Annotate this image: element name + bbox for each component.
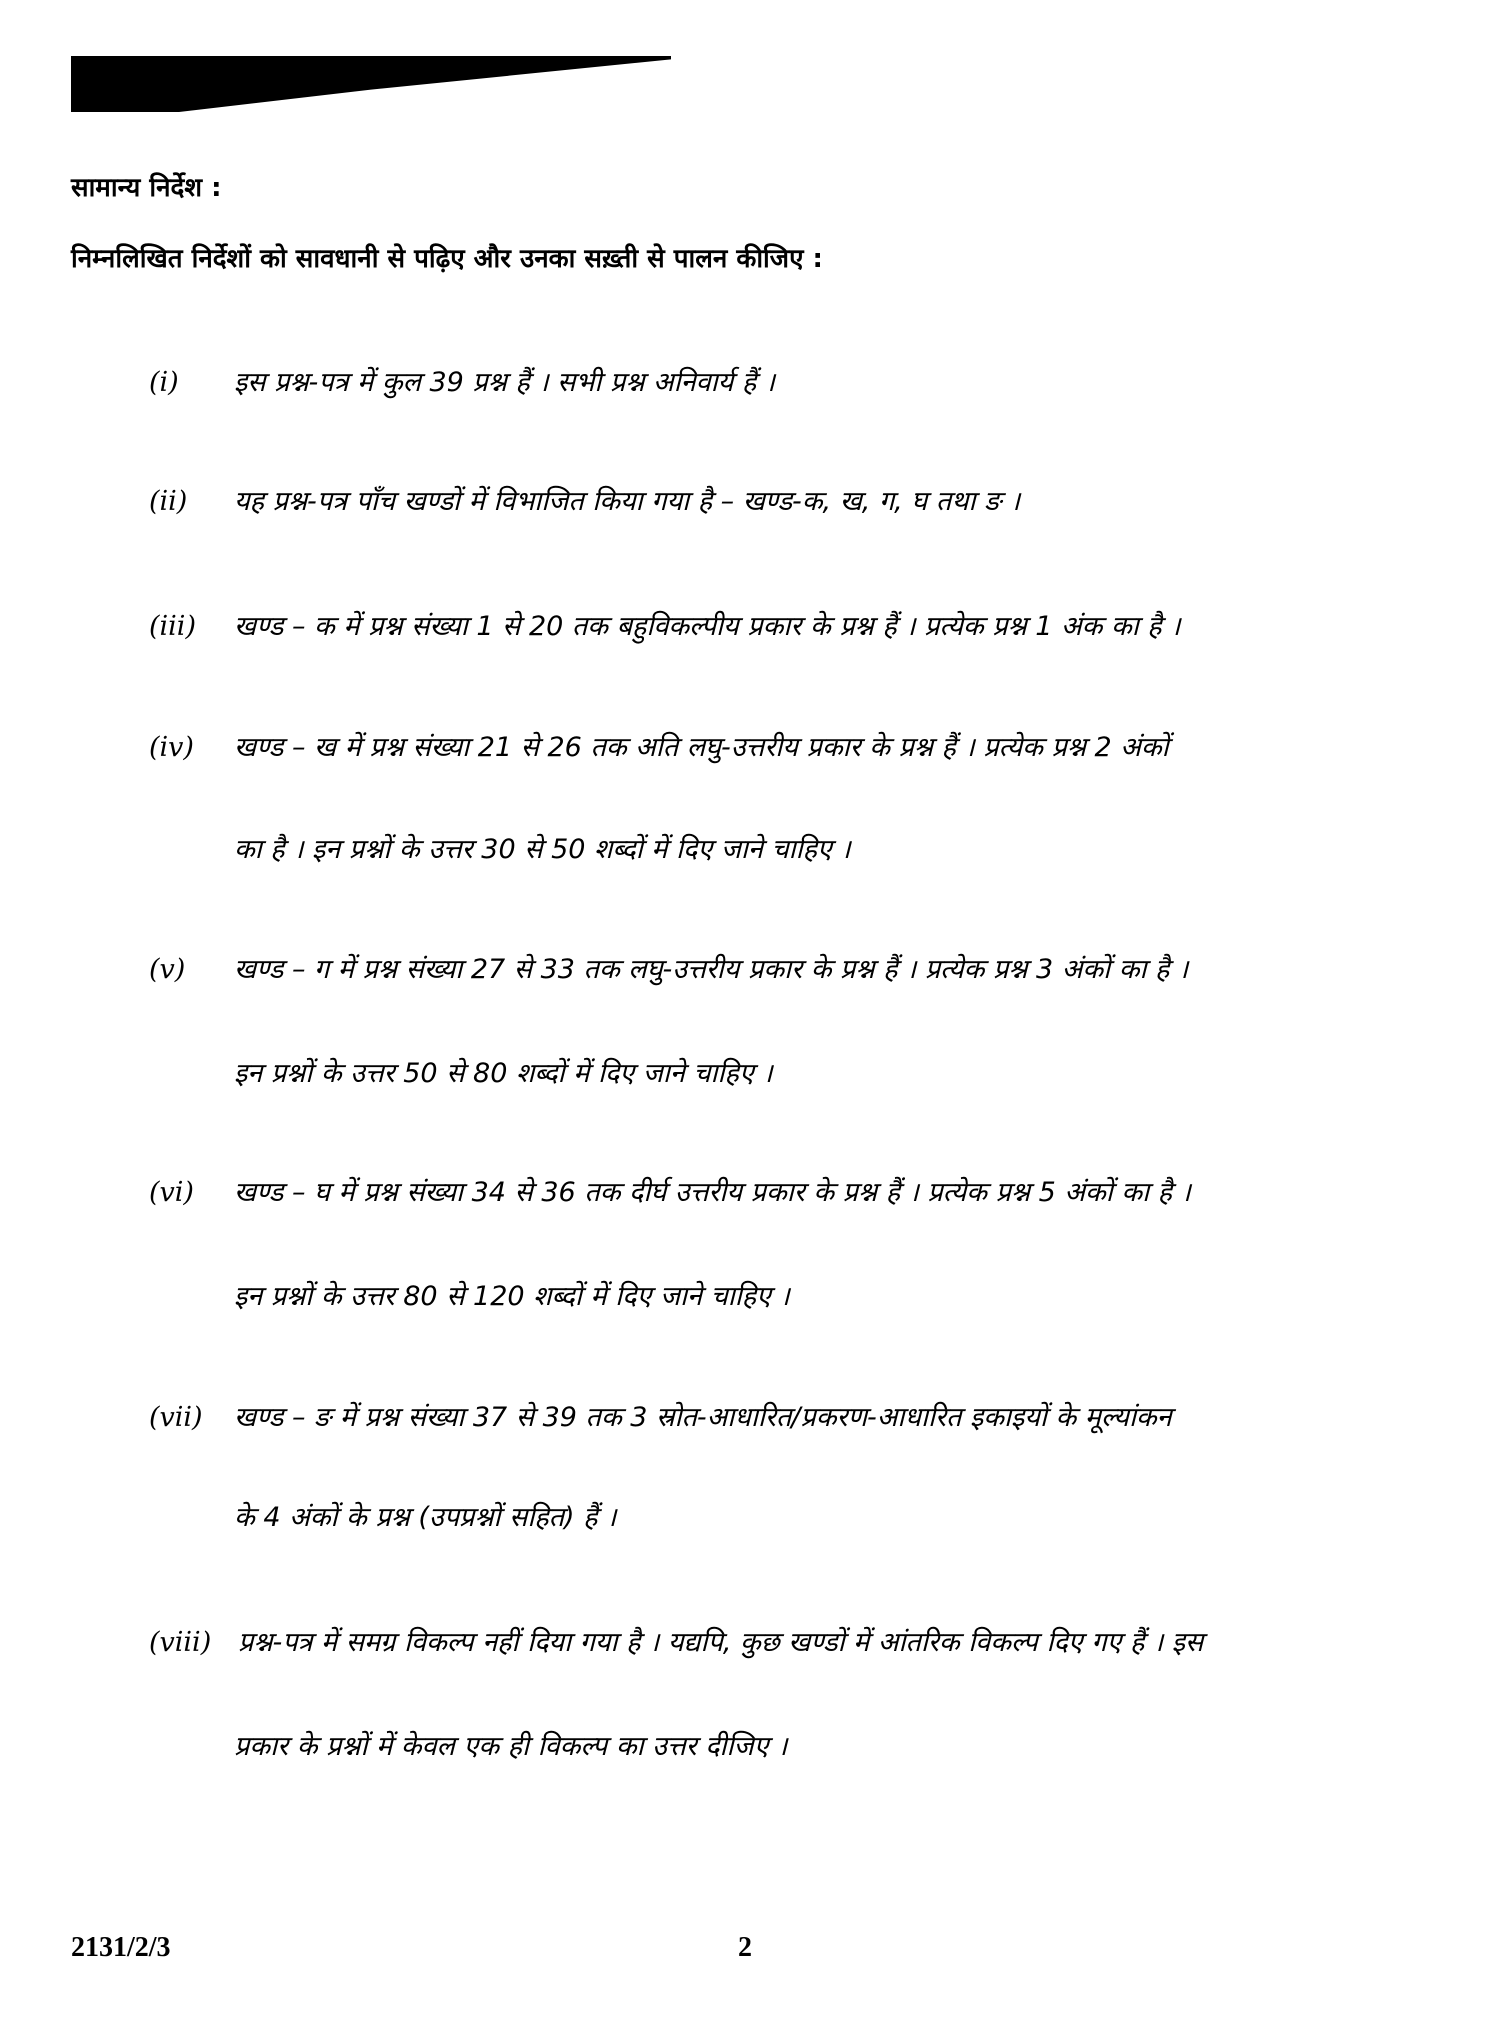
redaction-bar	[71, 56, 671, 112]
paper-code: 2131/2/3	[71, 1932, 171, 1963]
section-subtitle: निम्नलिखित निर्देशों को सावधानी से पढ़िए और उनका सख़्ती से पालन कीजिए :	[71, 244, 823, 274]
instruction-text: यह प्रश्न-पत्र पाँच खण्डों में विभाजित किया गया है – खण्ड-क, ख, ग, घ तथा ङ ।	[234, 486, 1021, 517]
instruction-text: के 4 अंकों के प्रश्न (उपप्रश्नों सहित) हैं ।	[234, 1502, 617, 1533]
instruction-label: (viii)	[149, 1627, 212, 1658]
instruction-text: खण्ड – ख में प्रश्न संख्या 21 से 26 तक अति लघु-उत्तरीय प्रकार के प्रश्न हैं । प्रत्येक प्रश्न 2 अंकों	[234, 732, 1169, 763]
instruction-text: खण्ड – ग में प्रश्न संख्या 27 से 33 तक लघु-उत्तरीय प्रकार के प्रश्न हैं । प्रत्येक प्रश्न 3 अंकों का है ।	[234, 954, 1189, 985]
instruction-text: प्रकार के प्रश्नों में केवल एक ही विकल्प का उत्तर दीजिए ।	[234, 1731, 788, 1762]
section-title: सामान्य निर्देश :	[71, 173, 222, 203]
instruction-label: (iv)	[149, 732, 194, 763]
instruction-text: इस प्रश्न-पत्र में कुल 39 प्रश्न हैं । सभी प्रश्न अनिवार्य हैं ।	[234, 367, 776, 398]
instruction-text: इन प्रश्नों के उत्तर 80 से 120 शब्दों में दिए जाने चाहिए ।	[234, 1281, 790, 1312]
instruction-label: (v)	[149, 954, 186, 985]
instruction-text: इन प्रश्नों के उत्तर 50 से 80 शब्दों में दिए जाने चाहिए ।	[234, 1058, 773, 1089]
instruction-text: खण्ड – क में प्रश्न संख्या 1 से 20 तक बहुविकल्पीय प्रकार के प्रश्न हैं । प्रत्येक प्रश्न 1 अंक का है ।	[234, 611, 1181, 642]
page-number: 2	[738, 1932, 752, 1963]
instruction-text: खण्ड – घ में प्रश्न संख्या 34 से 36 तक दीर्घ उत्तरीय प्रकार के प्रश्न हैं । प्रत्येक प्रश्न 5 अंकों का है ।	[234, 1177, 1191, 1208]
instruction-label: (vii)	[149, 1402, 203, 1433]
instruction-text: का है । इन प्रश्नों के उत्तर 30 से 50 शब्दों में दिए जाने चाहिए ।	[234, 834, 851, 865]
instruction-label: (iii)	[149, 611, 196, 642]
instruction-text: खण्ड – ङ में प्रश्न संख्या 37 से 39 तक 3 स्रोत-आधारित/प्रकरण-आधारित इकाइयों के मूल्यांकन	[234, 1402, 1172, 1433]
instruction-text: प्रश्न-पत्र में समग्र विकल्प नहीं दिया गया है । यद्यपि, कुछ खण्डों में आंतरिक विकल्प दिए गए हैं । इस	[238, 1627, 1204, 1658]
instruction-label: (vi)	[149, 1177, 194, 1208]
instruction-label: (ii)	[149, 486, 188, 517]
instruction-label: (i)	[149, 367, 179, 398]
